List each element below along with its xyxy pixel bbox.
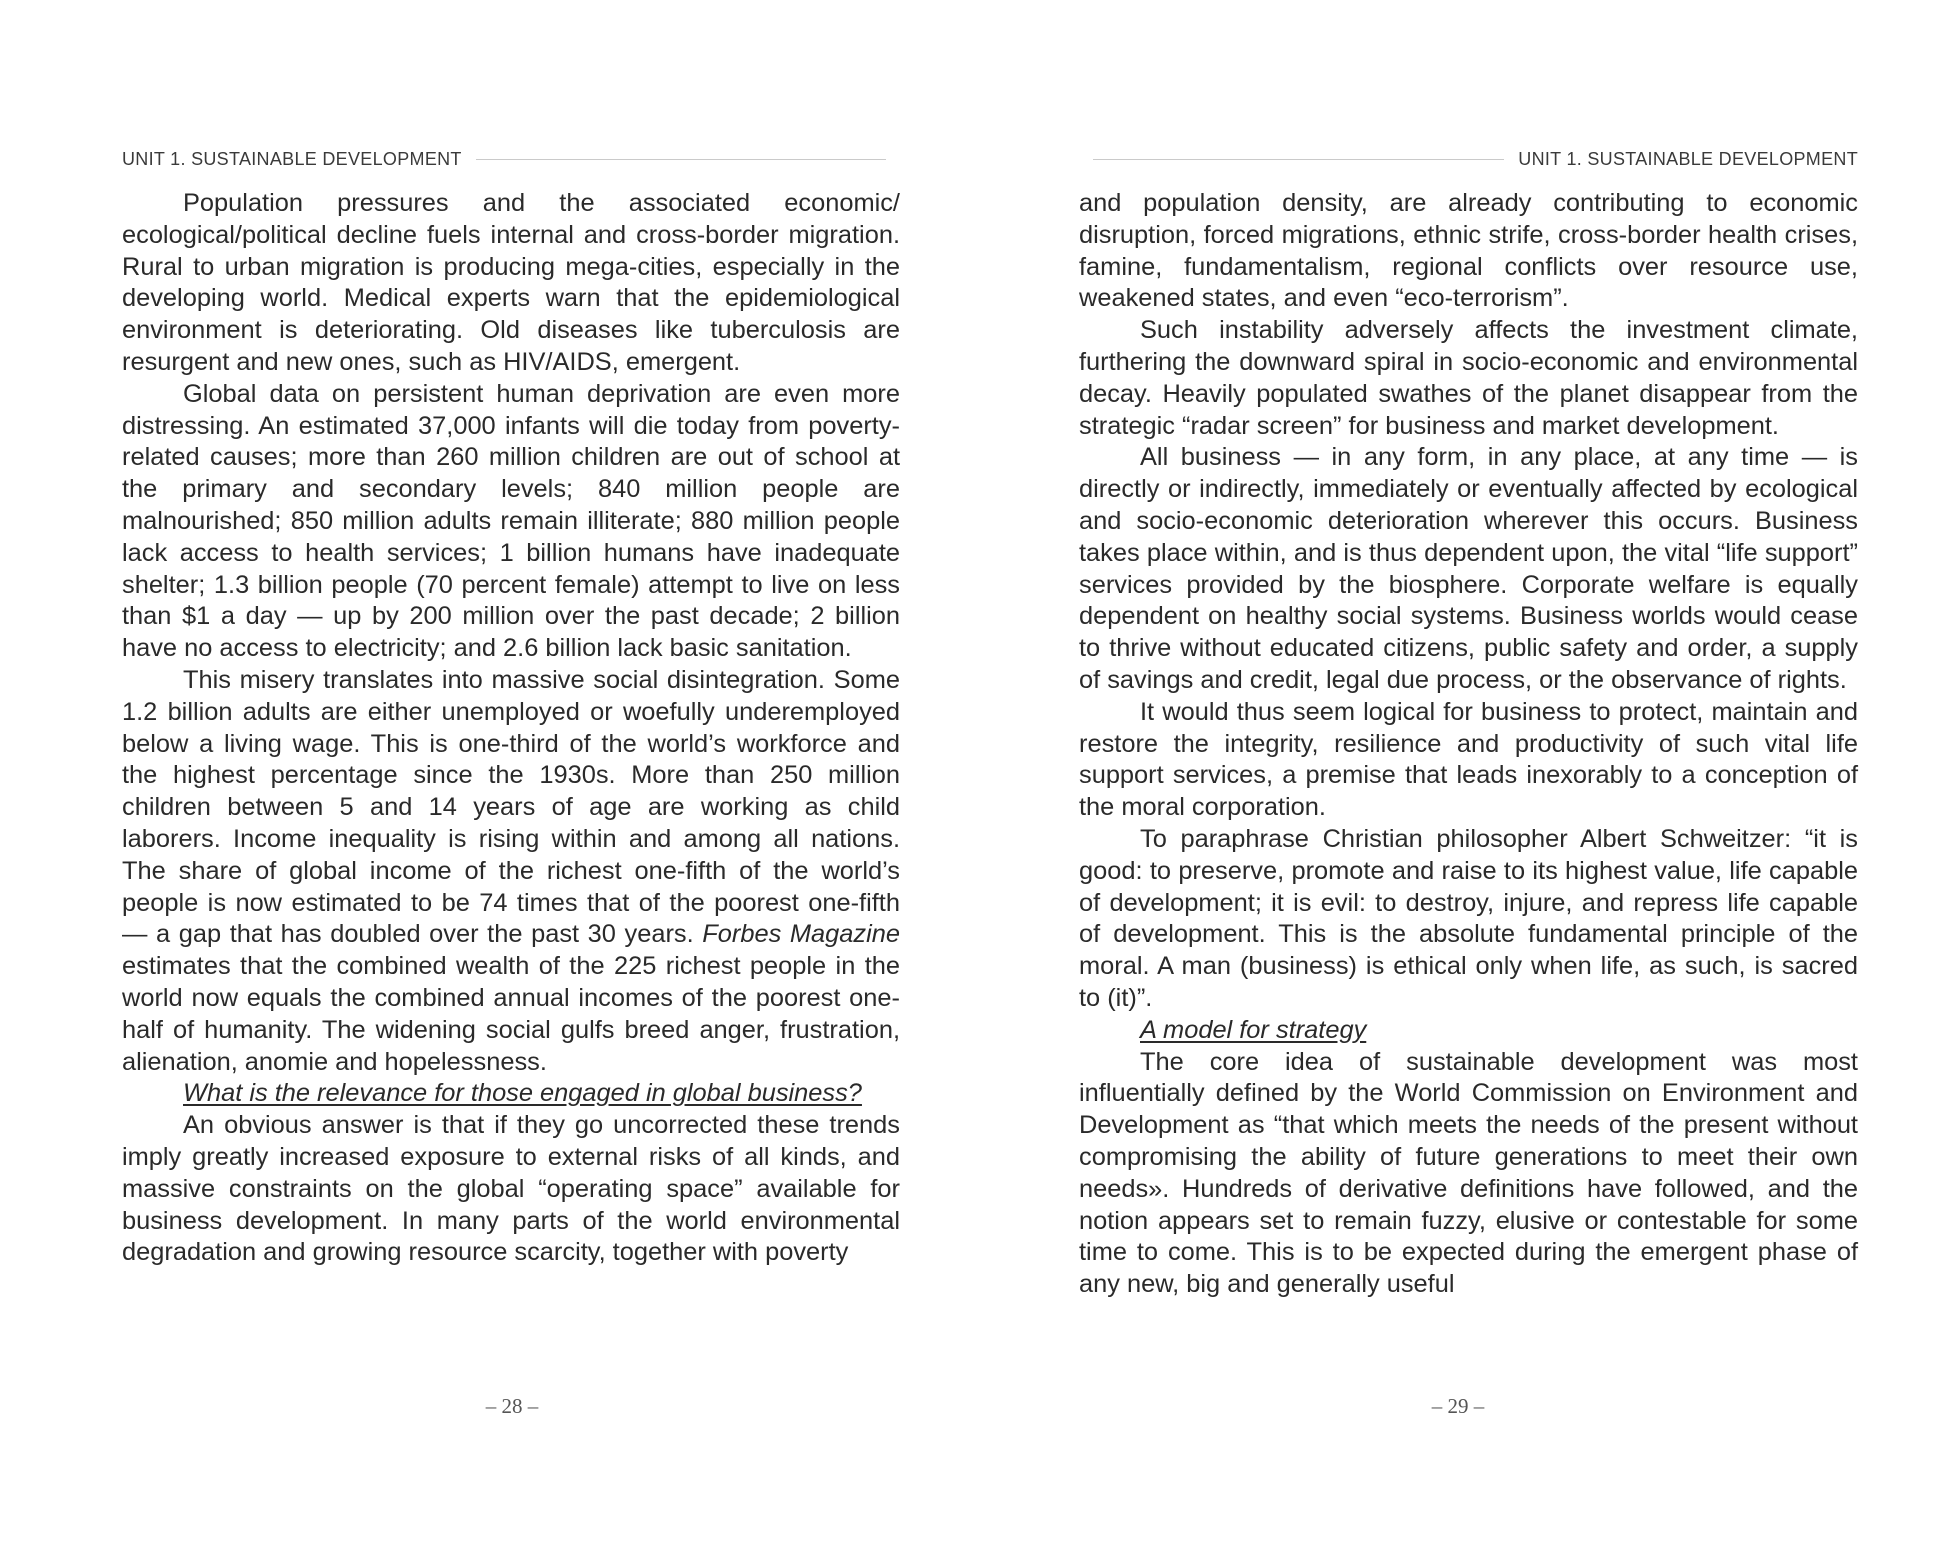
right-page <box>975 0 1949 1542</box>
page-number-right: – 29 – <box>1431 1394 1485 1418</box>
paragraph-continued: and population density, are already contributing to economic disruption, forced migrations, ethnic strife, cross-border health crises, famine, fundamentalism, regional conflicts over resource use, weakened states, and even “eco-terrorism”. <box>1079 189 1858 313</box>
section-heading: A model for strategy <box>1140 1015 1367 1044</box>
paragraph-text: estimates that the combined wealth of the 225 richest people in the world now equals the combined annual incomes of the poorest one-half of humanity. The widening social gulfs breed anger, frustration, alienation, anomie and hopelessness. <box>122 952 900 1076</box>
paragraph-text: This misery translates into massive social disintegration. Some 1.2 billion adults are either unemployed or woefully underemployed below a living wage. This is one-third of the world’s workforce and the highest percentage since the 1930s. More than 250 million children between 5 and 14 years of age are working as child laborers. Income inequality is rising within and among all nations. The share of global income of the richest one-fifth of the world’s people is now estimated to be 74 times that of the poorest one-fifth — a gap that has doubled over the past 30 years. <box>122 665 900 949</box>
paragraph <box>122 665 900 1078</box>
running-head-text: UNIT 1. SUSTAINABLE DEVELOPMENT <box>122 148 462 169</box>
italic-publication-title: Forbes Magazine <box>702 920 901 949</box>
paragraph: Population pressures and the associated economic/ ecological/political decline fuels internal and cross-border migration. Rural to urban migration is producing mega-cities, especially in the developing world. Medical experts warn that the epidemiological environment is deteriorating. Old diseases like tuberculosis are resurgent and new ones, such as HIV/AIDS, emergent. <box>122 189 900 376</box>
running-head-right <box>1079 148 1858 170</box>
section-question-heading: What is the relevance for those engaged in global business? <box>183 1079 862 1108</box>
running-head-left <box>122 148 900 170</box>
left-page <box>0 0 974 1542</box>
paragraph: All business — in any form, in any place, at any time — is directly or indirectly, immediately or eventually affected by ecological and socio-economic deterioration wherever this occurs. Business takes place within, and is thus dependent upon, the vital “life support” services provided by the biosphere. Corporate welfare is equally dependent on healthy social systems. Business worlds would cease to thrive without educated citizens, public safety and order, a supply of savings and credit, legal due process, or the observance of rights. <box>1079 443 1858 694</box>
running-head-rule <box>476 159 886 160</box>
running-head-text: UNIT 1. SUSTAINABLE DEVELOPMENT <box>1518 148 1858 169</box>
left-page-body <box>122 188 900 1269</box>
running-head-rule <box>1093 159 1504 160</box>
page-number-left: – 28 – <box>485 1394 539 1418</box>
paragraph: It would thus seem logical for business to protect, maintain and restore the integrity, resilience and productivity of such vital life support services, a premise that leads inexorably to a conception of the moral corporation. <box>1079 697 1858 822</box>
right-page-body <box>1079 188 1858 1301</box>
paragraph: The core idea of sustainable development was most influentially defined by the World Commission on Environment and Development as “that which meets the needs of the present without compromising the ability of future generations to meet their own needs». Hundreds of derivative definitions have followed, and the notion appears set to remain fuzzy, elusive or contestable for some time to come. This is to be expected during the emergent phase of any new, big and generally useful <box>1079 1047 1858 1299</box>
paragraph: An obvious answer is that if they go uncorrected these trends imply greatly increased exposure to external risks of all kinds, and massive constraints on the global “operating space” available for business development. In many parts of the world environmental degradation and growing resource scarcity, together with poverty <box>122 1111 900 1267</box>
paragraph: Such instability adversely affects the investment climate, furthering the downward spiral in socio-economic and environmental decay. Heavily populated swathes of the planet disappear from the strategic “radar screen” for business and market development. <box>1079 316 1858 440</box>
paragraph: To paraphrase Christian philosopher Albert Schweitzer: “it is good: to preserve, promote and raise to its highest value, life capable of development; it is evil: to destroy, injure, and repress life capable of development. This is the absolute fundamental principle of the moral. A man (business) is ethical only when life, as such, is sacred to (it)”. <box>1079 824 1858 1012</box>
paragraph: Global data on persistent human deprivation are even more distressing. An estimated 37,000 infants will die today from poverty-related causes; more than 260 million children are out of school at the primary and secondary levels; 840 million people are malnourished; 850 million adults remain illiterate; 880 million people lack access to health services; 1 billion humans have inadequate shelter; 1.3 billion people (70 percent female) attempt to live on less than $1 a day — up by 200 million over the past decade; 2 billion have no access to electricity; and 2.6 billion lack basic sanitation. <box>122 379 900 663</box>
